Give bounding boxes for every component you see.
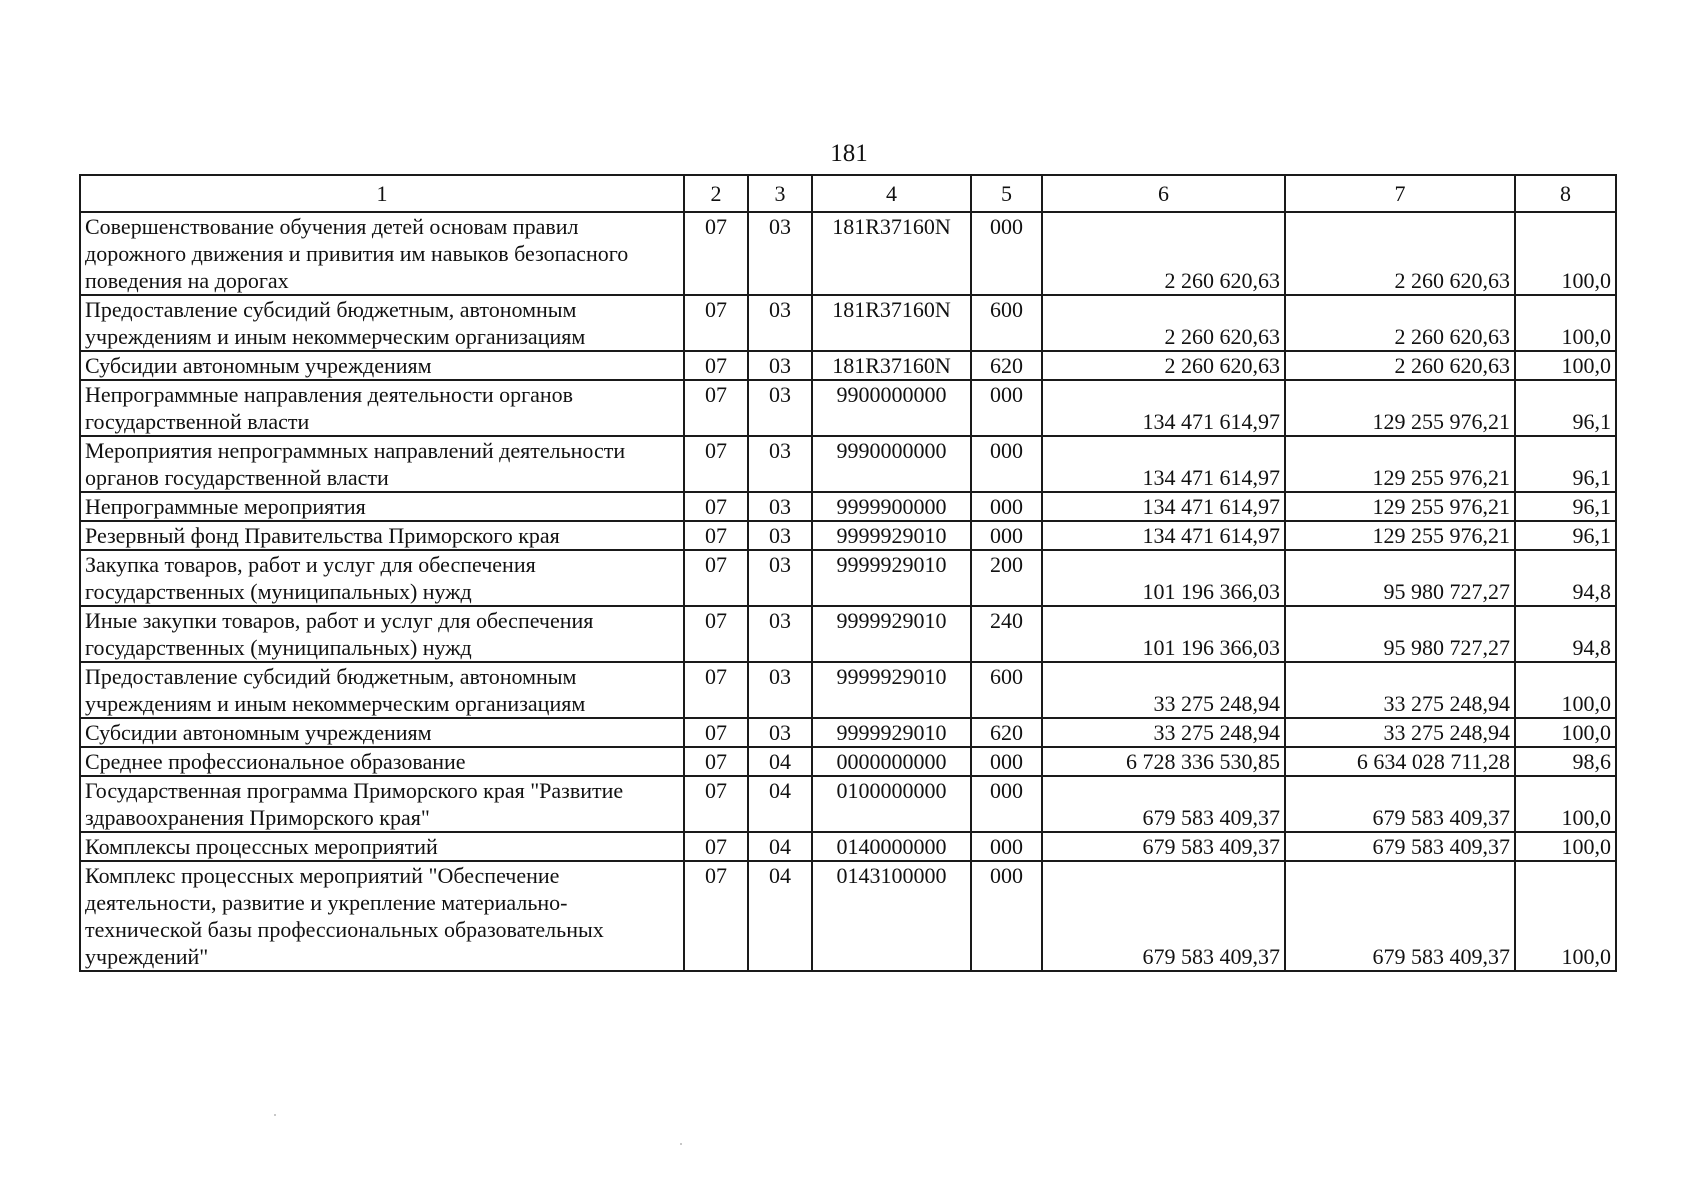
subsection-cell: 04 <box>748 747 812 776</box>
subsection-cell: 03 <box>748 212 812 295</box>
expense-type-cell: 000 <box>971 212 1042 295</box>
column-header: 5 <box>971 175 1042 212</box>
expense-type-cell: 620 <box>971 718 1042 747</box>
subsection-cell: 03 <box>748 436 812 492</box>
expense-type-cell: 000 <box>971 436 1042 492</box>
table-row <box>80 747 1616 776</box>
planned-amount-cell: 33 275 248,94 <box>1042 718 1285 747</box>
section-cell: 07 <box>684 521 748 550</box>
subsection-cell: 03 <box>748 351 812 380</box>
subsection-cell: 03 <box>748 295 812 351</box>
section-cell: 07 <box>684 351 748 380</box>
expense-type-cell: 600 <box>971 295 1042 351</box>
table-row <box>80 662 1616 718</box>
target-code-cell: 9999900000 <box>812 492 971 521</box>
expense-type-cell: 000 <box>971 747 1042 776</box>
row-name-cell: Иные закупки товаров, работ и услуг для обеспечения государственных (муниципальных) нужд <box>80 606 684 662</box>
executed-amount-cell: 33 275 248,94 <box>1285 718 1515 747</box>
target-code-cell: 0100000000 <box>812 776 971 832</box>
table-body <box>80 212 1616 971</box>
planned-amount-cell: 2 260 620,63 <box>1042 295 1285 351</box>
percent-cell: 100,0 <box>1515 351 1616 380</box>
table-row <box>80 492 1616 521</box>
subsection-cell: 03 <box>748 718 812 747</box>
percent-cell: 100,0 <box>1515 718 1616 747</box>
section-cell: 07 <box>684 295 748 351</box>
percent-cell: 100,0 <box>1515 861 1616 971</box>
target-code-cell: 181R37160N <box>812 212 971 295</box>
row-name-cell: Непрограммные мероприятия <box>80 492 684 521</box>
section-cell: 07 <box>684 550 748 606</box>
expense-type-cell: 000 <box>971 380 1042 436</box>
executed-amount-cell: 129 255 976,21 <box>1285 521 1515 550</box>
executed-amount-cell: 6 634 028 711,28 <box>1285 747 1515 776</box>
executed-amount-cell: 129 255 976,21 <box>1285 436 1515 492</box>
column-header: 4 <box>812 175 971 212</box>
section-cell: 07 <box>684 380 748 436</box>
column-header: 2 <box>684 175 748 212</box>
table-row <box>80 521 1616 550</box>
table-row <box>80 295 1616 351</box>
row-name-cell: Государственная программа Приморского края "Развитие здравоохранения Приморского края" <box>80 776 684 832</box>
percent-cell: 100,0 <box>1515 662 1616 718</box>
percent-cell: 100,0 <box>1515 212 1616 295</box>
section-cell: 07 <box>684 436 748 492</box>
expense-type-cell: 000 <box>971 521 1042 550</box>
executed-amount-cell: 679 583 409,37 <box>1285 861 1515 971</box>
expense-type-cell: 000 <box>971 776 1042 832</box>
table-row <box>80 380 1616 436</box>
column-header: 6 <box>1042 175 1285 212</box>
executed-amount-cell: 679 583 409,37 <box>1285 832 1515 861</box>
planned-amount-cell: 134 471 614,97 <box>1042 492 1285 521</box>
section-cell: 07 <box>684 776 748 832</box>
executed-amount-cell: 679 583 409,37 <box>1285 776 1515 832</box>
table-row <box>80 550 1616 606</box>
planned-amount-cell: 134 471 614,97 <box>1042 521 1285 550</box>
percent-cell: 94,8 <box>1515 606 1616 662</box>
column-header: 7 <box>1285 175 1515 212</box>
budget-table <box>79 174 1617 972</box>
executed-amount-cell: 2 260 620,63 <box>1285 295 1515 351</box>
expense-type-cell: 240 <box>971 606 1042 662</box>
subsection-cell: 04 <box>748 832 812 861</box>
planned-amount-cell: 134 471 614,97 <box>1042 380 1285 436</box>
row-name-cell: Среднее профессиональное образование <box>80 747 684 776</box>
row-name-cell: Субсидии автономным учреждениям <box>80 718 684 747</box>
row-name-cell: Непрограммные направления деятельности органов государственной власти <box>80 380 684 436</box>
table-row <box>80 861 1616 971</box>
target-code-cell: 9900000000 <box>812 380 971 436</box>
expense-type-cell: 200 <box>971 550 1042 606</box>
target-code-cell: 9999929010 <box>812 606 971 662</box>
subsection-cell: 03 <box>748 380 812 436</box>
planned-amount-cell: 679 583 409,37 <box>1042 832 1285 861</box>
expense-type-cell: 620 <box>971 351 1042 380</box>
target-code-cell: 9999929010 <box>812 550 971 606</box>
percent-cell: 94,8 <box>1515 550 1616 606</box>
planned-amount-cell: 679 583 409,37 <box>1042 861 1285 971</box>
executed-amount-cell: 95 980 727,27 <box>1285 550 1515 606</box>
planned-amount-cell: 101 196 366,03 <box>1042 606 1285 662</box>
target-code-cell: 9990000000 <box>812 436 971 492</box>
target-code-cell: 181R37160N <box>812 295 971 351</box>
section-cell: 07 <box>684 718 748 747</box>
target-code-cell: 181R37160N <box>812 351 971 380</box>
expense-type-cell: 000 <box>971 492 1042 521</box>
table-row <box>80 436 1616 492</box>
executed-amount-cell: 2 260 620,63 <box>1285 351 1515 380</box>
table-row <box>80 212 1616 295</box>
expense-type-cell: 000 <box>971 861 1042 971</box>
percent-cell: 100,0 <box>1515 295 1616 351</box>
row-name-cell: Комплексы процессных мероприятий <box>80 832 684 861</box>
section-cell: 07 <box>684 492 748 521</box>
percent-cell: 98,6 <box>1515 747 1616 776</box>
section-cell: 07 <box>684 212 748 295</box>
table-row <box>80 606 1616 662</box>
percent-cell: 96,1 <box>1515 380 1616 436</box>
planned-amount-cell: 679 583 409,37 <box>1042 776 1285 832</box>
target-code-cell: 9999929010 <box>812 662 971 718</box>
section-cell: 07 <box>684 861 748 971</box>
target-code-cell: 9999929010 <box>812 718 971 747</box>
subsection-cell: 04 <box>748 776 812 832</box>
row-name-cell: Резервный фонд Правительства Приморского края <box>80 521 684 550</box>
executed-amount-cell: 2 260 620,63 <box>1285 212 1515 295</box>
executed-amount-cell: 129 255 976,21 <box>1285 380 1515 436</box>
section-cell: 07 <box>684 747 748 776</box>
percent-cell: 96,1 <box>1515 521 1616 550</box>
column-header: 8 <box>1515 175 1616 212</box>
target-code-cell: 0140000000 <box>812 832 971 861</box>
planned-amount-cell: 33 275 248,94 <box>1042 662 1285 718</box>
subsection-cell: 03 <box>748 492 812 521</box>
section-cell: 07 <box>684 832 748 861</box>
row-name-cell: Предоставление субсидий бюджетным, автономным учреждениям и иным некоммерческим организациям <box>80 295 684 351</box>
row-name-cell: Совершенствование обучения детей основам правил дорожного движения и привития им навыков безопасного поведения на дорогах <box>80 212 684 295</box>
table-row <box>80 776 1616 832</box>
percent-cell: 96,1 <box>1515 436 1616 492</box>
planned-amount-cell: 134 471 614,97 <box>1042 436 1285 492</box>
planned-amount-cell: 101 196 366,03 <box>1042 550 1285 606</box>
expense-type-cell: 600 <box>971 662 1042 718</box>
target-code-cell: 9999929010 <box>812 521 971 550</box>
executed-amount-cell: 95 980 727,27 <box>1285 606 1515 662</box>
page-number: 181 <box>830 140 868 167</box>
row-name-cell: Предоставление субсидий бюджетным, автономным учреждениям и иным некоммерческим организациям <box>80 662 684 718</box>
executed-amount-cell: 129 255 976,21 <box>1285 492 1515 521</box>
header-row <box>80 175 1616 212</box>
subsection-cell: 03 <box>748 662 812 718</box>
planned-amount-cell: 2 260 620,63 <box>1042 212 1285 295</box>
target-code-cell: 0143100000 <box>812 861 971 971</box>
planned-amount-cell: 6 728 336 530,85 <box>1042 747 1285 776</box>
section-cell: 07 <box>684 662 748 718</box>
table-row <box>80 832 1616 861</box>
target-code-cell: 0000000000 <box>812 747 971 776</box>
table-row <box>80 718 1616 747</box>
percent-cell: 100,0 <box>1515 832 1616 861</box>
row-name-cell: Комплекс процессных мероприятий "Обеспечение деятельности, развитие и укрепление материально-технической базы профессиональных образовательных учреждений" <box>80 861 684 971</box>
subsection-cell: 03 <box>748 550 812 606</box>
planned-amount-cell: 2 260 620,63 <box>1042 351 1285 380</box>
row-name-cell: Закупка товаров, работ и услуг для обеспечения государственных (муниципальных) нужд <box>80 550 684 606</box>
subsection-cell: 04 <box>748 861 812 971</box>
executed-amount-cell: 33 275 248,94 <box>1285 662 1515 718</box>
table-row <box>80 351 1616 380</box>
row-name-cell: Мероприятия непрограммных направлений деятельности органов государственной власти <box>80 436 684 492</box>
expense-type-cell: 000 <box>971 832 1042 861</box>
column-header: 3 <box>748 175 812 212</box>
column-header: 1 <box>80 175 684 212</box>
section-cell: 07 <box>684 606 748 662</box>
row-name-cell: Субсидии автономным учреждениям <box>80 351 684 380</box>
subsection-cell: 03 <box>748 606 812 662</box>
percent-cell: 96,1 <box>1515 492 1616 521</box>
percent-cell: 100,0 <box>1515 776 1616 832</box>
subsection-cell: 03 <box>748 521 812 550</box>
